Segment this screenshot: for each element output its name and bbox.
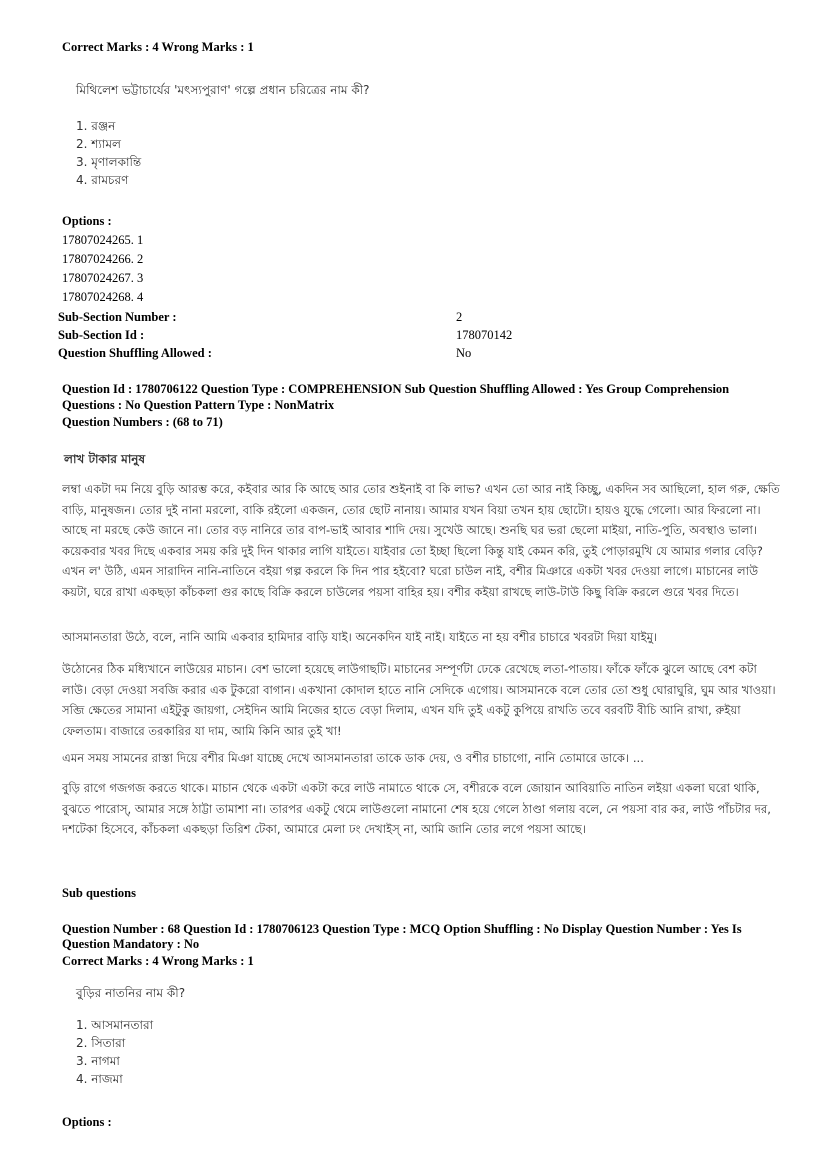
passage-paragraph: আসমানতারা উঠে, বলে, নানি আমি একবার হামিদার বাড়ি যাই। অনেকদিন যাই নাই। যাইতে না হয় বশীর চাচারে খবরটা দিয়া যাইমু। bbox=[62, 630, 658, 644]
choice-item: 3. মৃণালকান্তি bbox=[76, 155, 142, 169]
passage-paragraph: বুড়ি রাগে গজগজ করতে থাকে। মাচান থেকে একটা একটা করে লাউ নামাতে থাকে সে, বশীরকে বলে জোয়ান আবিয়াতি নাতিন লইয়া একলা ঘরো থাকি, বুঝতে পারোস্, আমার সঙ্গে ঠাট্টা তামাশা না। তারপর একটু থেমে লাউগুলো নামানো শেষ হয়ে গেলে ঠাণ্ডা গলায় বলে, নে পয়সা বার কর, লাউ পাঁচটার দর, দশটেকা হিসেবে, কাঁচকলা একছড়া তিরিশ টেকা, আমারে মেলা ঢং দেখাইস্ না, আমি জানি তোর লগে পয়সা আছে। bbox=[62, 781, 771, 836]
question-text: মিথিলেশ ভট্টাচার্যের 'মৎস্যপুরাণ' গল্পে প্রধান চরিত্রের নাম কী? bbox=[76, 83, 370, 97]
marks-line: Correct Marks : 4 Wrong Marks : 1 bbox=[62, 954, 254, 968]
subsection-id-value: 178070142 bbox=[456, 328, 513, 342]
options-label: Options : bbox=[62, 1115, 112, 1129]
question-text: বুড়ির নাতনির নাম কী? bbox=[76, 986, 186, 1000]
subsection-id-label: Sub-Section Id : bbox=[58, 328, 145, 342]
option-id: 17807024267. 3 bbox=[62, 271, 144, 285]
question-header: Question Number : 68 Question Id : 1780706123 Question Type : MCQ Option Shuffling : No Display Question Number : Yes Is bbox=[62, 922, 742, 936]
subsection-number-label: Sub-Section Number : bbox=[58, 310, 177, 324]
choice-item: 3. নাগমা bbox=[76, 1054, 120, 1068]
marks-line: Correct Marks : 4 Wrong Marks : 1 bbox=[62, 40, 254, 54]
passage-title: লাখ টাকার মানুষ bbox=[64, 452, 146, 466]
choice-item: 4. রামচরণ bbox=[76, 173, 129, 187]
choice-list bbox=[76, 1016, 153, 1088]
shuffle-label: Question Shuffling Allowed : bbox=[58, 346, 212, 360]
choice-list bbox=[76, 117, 141, 189]
choice-item: 1. রঞ্জন bbox=[76, 119, 116, 133]
choice-item: 4. নাজমা bbox=[76, 1072, 123, 1086]
choice-item: 1. আসমানতারা bbox=[76, 1018, 154, 1032]
shuffle-value: No bbox=[456, 346, 472, 360]
question-numbers: Question Numbers : (68 to 71) bbox=[62, 415, 223, 429]
passage-paragraph: লম্বা একটা দম নিয়ে বুড়ি আরম্ভ করে, কইবার আর কি আছে আর তোর শুইনাই বা কি লাভ? এখন তো আর নাই কিচ্ছু, একদিন সব আছিলো, হাল গরু, ক্ষেতি বাড়ি, মানুষজন। তোর দুই নানা মরলো, বাকি রইলো একজন, তোর ছোট নানায়। আমার যখন বিয়া তখন হায় ছোটো। হায়ও যুদ্ধে গেলো। আর ফিরলো না। আছে না মরছে কেউ জানে না। তোর বড় নানিরে তার বাপ-ভাই আবার শাদি দেয়। সুখেউ আছে। শুনছি ঘর ভরা ছেলো মাইয়া, নাতি-পুতি, অবস্থাও ভালা। কয়েকবার খবর দিছে একবার সময় করি দুই দিন থাকার লাগি যাইতে। যাইবার তো ইচ্ছা ছিলো কিন্তু যাই কেমন করি, তুই পোড়ারমুখি যে আমার গলার বেড়ি? এখন ল' উঠি, এমন সারাদিন নানি-নাতিনে বইয়া গল্প করলে কি দিন পার হইবো? ঘরো চাউল নাই, বশীর মিঞারে একটা খবর দেওয়া লাগে। মাচানের লাউ কয়টা, ঘরে রাখা একছড়া কাঁচকলা গুর কাছে বিক্রি করলে চাউলের পয়সা বাহির হয়। বশীর কইয়া রাখছে লাউ-টাউ কিছু বিক্রি করলে গুরে খবর দিতে। bbox=[62, 482, 780, 599]
sub-questions-label: Sub questions bbox=[62, 886, 136, 900]
option-id: 17807024268. 4 bbox=[62, 290, 144, 304]
comprehension-header-cont: Questions : No Question Pattern Type : NonMatrix bbox=[62, 398, 335, 412]
subsection-number-value: 2 bbox=[456, 310, 463, 324]
option-id: 17807024266. 2 bbox=[62, 252, 144, 266]
passage-paragraph: এমন সময় সামনের রাস্তা দিয়ে বশীর মিঞা যাচ্ছে দেখে আসমানতারা তাকে ডাক দেয়, ও বশীর চাচাগো, নানি তোমারে ডাকে। ... bbox=[62, 751, 644, 765]
question-header-cont: Question Mandatory : No bbox=[62, 937, 200, 951]
option-id: 17807024265. 1 bbox=[62, 233, 144, 247]
comprehension-header: Question Id : 1780706122 Question Type : COMPREHENSION Sub Question Shuffling Allowed : Yes Group Comprehension bbox=[62, 382, 730, 396]
choice-item: 2. শ্যামল bbox=[76, 137, 121, 151]
options-label: Options : bbox=[62, 214, 112, 228]
passage-paragraph: উঠোনের ঠিক মধ্যিখানে লাউয়ের মাচান। বেশ ভালো হয়েছে লাউগাছটি। মাচানের সম্পূর্ণটা ঢেকে রেখেছে লতা-পাতায়। ফাঁকে ফাঁকে ঝুলে আছে বেশ কটা লাউ। বেড়া দেওয়া সবজি করার এক টুকরো বাগান। একখানা কোদাল হাতে নানি সেদিকে এগোয়। আসমানকে বলে তোর তো শুধু ঘোরাঘুরি, ঘুম আর খাওয়া। সব্জি ক্ষেতের সামানা এইটুকু জায়গা, সেইদিন আমি নিজের হাতে বেড়া দিলাম, এখন যদি তুই একটু কুপিয়ে রাখতি তবে বরবটি বীচি আনি রাখা, রুইয়া ফেলতাম। বাজারে তরকারির যা দাম, আমি কিনি আর তুই খা! bbox=[62, 662, 776, 738]
choice-item: 2. সিতারা bbox=[76, 1036, 126, 1050]
